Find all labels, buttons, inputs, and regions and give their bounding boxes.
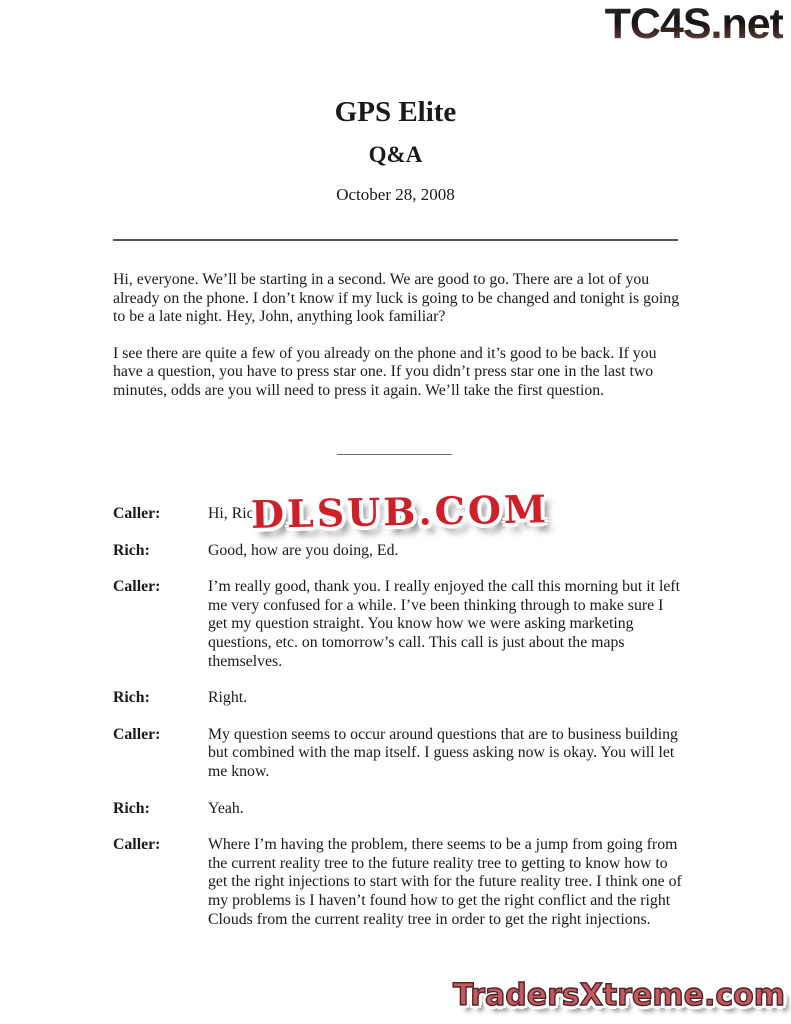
intro-paragraphs bbox=[113, 271, 680, 419]
intro-paragraph-1: Hi, everyone. We’ll be starting in a second. We are good to go. There are a lot of you already on the phone. I don’t know if my luck is going to be changed and tonight is going to be a late night. Hey, John, anything look familiar? bbox=[113, 271, 680, 326]
horizontal-rule bbox=[113, 239, 678, 241]
speaker-label: Caller: bbox=[113, 578, 161, 596]
dialogue-entry bbox=[113, 542, 683, 561]
document-date: October 28, 2008 bbox=[336, 185, 455, 204]
speaker-label: Caller: bbox=[113, 505, 161, 522]
tradersxtreme-site-logo: TradersXtreme.com bbox=[453, 978, 785, 1013]
utterance-text: Yeah. bbox=[208, 799, 244, 817]
utterance-text: Good, how are you doing, Ed. bbox=[208, 541, 399, 559]
page-title: GPS Elite bbox=[334, 96, 457, 128]
dialogue-entry bbox=[113, 689, 683, 708]
section-divider bbox=[337, 454, 452, 455]
dialogue-entry bbox=[113, 800, 683, 819]
speaker-label: Rich: bbox=[113, 541, 150, 559]
utterance-text: My question seems to occur around questions that are to business building but combined with the map itself. I guess asking now is okay. You will let me know. bbox=[208, 725, 678, 780]
utterance-text: Right. bbox=[208, 689, 248, 707]
utterance-text: I’m really good, thank you. I really enjoyed the call this morning but it left me very confused for a while. I’ve been thinking through to make sure I get my question straight. You know how we were asking marketing questions, etc. on tomorrow’s call. This call is just about the maps themselves. bbox=[208, 578, 681, 670]
speaker-label: Rich: bbox=[113, 689, 150, 707]
speaker-label: Rich: bbox=[113, 799, 150, 817]
title-block bbox=[0, 96, 791, 205]
speaker-label: Caller: bbox=[113, 836, 161, 854]
dlsub-watermark: DLSUB.COM bbox=[250, 486, 550, 537]
dialogue-entry bbox=[113, 836, 683, 929]
dialogue-entry bbox=[113, 578, 683, 671]
speaker-label: Caller: bbox=[113, 725, 161, 743]
dialogue-transcript bbox=[113, 505, 683, 947]
intro-paragraph-2: I see there are quite a few of you already on the phone and it’s good to be back. If you have a question, you have to press star one. If you didn’t press star one in the last two minutes, odds are you will need to press it again. We’ll take the first question. bbox=[113, 344, 657, 399]
dialogue-entry bbox=[113, 726, 683, 782]
utterance-text: Where I’m having the problem, there seems to be a jump from going from the current reality tree to the future reality tree to getting to know how to get the right injections to start with for the future reality tree. I think one of my problems is I haven’t found how to get the right conflict and the right Clouds from the current reality tree in order to get the right injections. bbox=[208, 836, 682, 928]
utterance-text: Hi, Rich bbox=[208, 505, 262, 522]
page-subtitle: Q&A bbox=[368, 142, 423, 167]
tc4s-site-logo: TC4S.net bbox=[604, 0, 783, 48]
